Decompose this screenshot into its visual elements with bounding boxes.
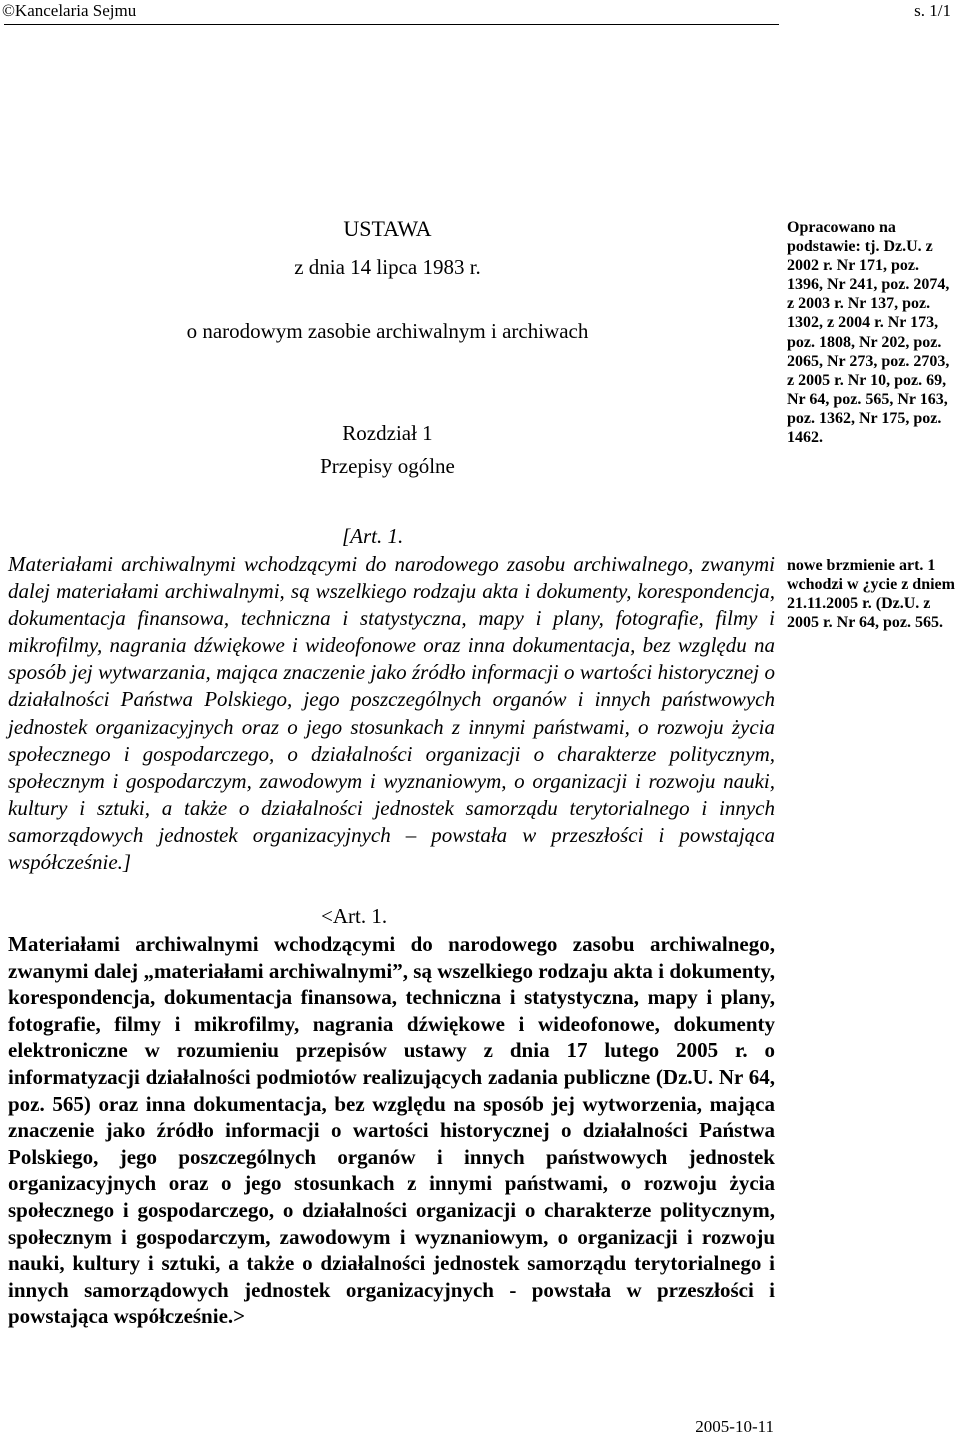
chapter-name: Przepisy ogólne xyxy=(320,454,455,478)
header-rule xyxy=(4,24,779,25)
article-old-heading: [Art. 1. xyxy=(342,524,404,548)
side-note-legal-basis: Opracowano na podstawie: tj. Dz.U. z 2002 r. Nr 171, poz. 1396, Nr 241, poz. 2074, z 2003 r. Nr 137, poz. 1302, z 2004 r. Nr 173, poz. 1808, Nr 202, poz. 2065, Nr 273, poz. 2703, z 2005 r. Nr 10, poz. 69, Nr 64, poz. 565, Nr 163, poz. 1362, Nr 175, poz. 1462. xyxy=(787,219,950,447)
header-page-number: s. 1/1 xyxy=(914,1,951,20)
act-type-title: USTAWA xyxy=(343,216,432,241)
header-publisher: ©Kancelaria Sejmu xyxy=(2,1,137,20)
article-old-text: Materiałami archiwalnymi wchodzącymi do narodowego zasobu archiwalnego, zwanymi dalej materiałami archiwalnymi, są wszelkiego rodzaju akta i dokumenty, korespondencja, dokumentacja finansowa, techniczna i statystyczna, mapy i plany, fotografie, filmy i mikrofilmy, nagrania dźwiękowe i wideofonowe oraz inna dokumentacja, bez względu na sposób jej wytwarzania, mająca znaczenie jako źródło informacji o wartości historycznej o działalności Państwa Polskiego, jego poszczególnych organów i innych państwowych jednostek organizacyjnych oraz o jego stosunkach z innymi państwami, o rozwoju życia społecznego i gospodarczego, o działalności organizacji o charakterze politycznym, społecznym i gospodarczym, zawodowym i wyznaniowym, o organizacji i rozwoju nauki, kultury i sztuki, a także o działalności jednostek samorządu terytorialnego i innych samorządowych jednostek organizacyjnych – powstała w przeszłości i powstająca współcześnie.] xyxy=(8,552,775,875)
chapter-number: Rozdział 1 xyxy=(342,421,433,445)
article-new-text: Materiałami archiwalnymi wchodzącymi do narodowego zasobu archiwalnego, zwanymi dalej „materiałami archiwalnymi”, są wszelkiego rodzaju akta i dokumenty, korespondencja, dokumentacja finansowa, techniczna i statystyczna, mapy i plany, fotografie, filmy i mikrofilmy, nagrania dźwiękowe i wideofonowe, dokumenty elektroniczne w rozumieniu przepisów ustawy z dnia 17 lutego 2005 r. o informatyzacji działalności podmiotów realizujących zadania publiczne (Dz.U. Nr 64, poz. 565) oraz inna dokumentacja, bez względu na sposób jej wytworzenia, mająca znaczenie jako źródło informacji o wartości historycznej o działalności Państwa Polskiego, jego poszczególnych organów i innych państwowych jednostek organizacyjnych oraz o jego stosunkach z innymi państwami, o rozwoju życia społecznego i gospodarczego, o działalności organizacji o charakterze politycznym, społecznym i gospodarczym, zawodowym i wyznaniowym, o organizacji i rozwoju nauki, kultury i sztuki, a także o działalności jednostek samorządu terytorialnego i innych samorządowych jednostek organizacyjnych - powstała w przeszłości i powstająca współcześnie.> xyxy=(8,932,775,1329)
act-date: z dnia 14 lipca 1983 r. xyxy=(294,255,481,279)
side-note-amendment: nowe brzmienie art. 1 wchodzi w ¿ycie z dniem 21.11.2005 r. (Dz.U. z 2005 r. Nr 64, poz. 565. xyxy=(787,557,955,632)
act-subject: o narodowym zasobie archiwalnym i archiwach xyxy=(186,319,589,343)
footer-date: 2005-10-11 xyxy=(695,1417,774,1436)
article-new-heading: <Art. 1. xyxy=(321,904,388,928)
